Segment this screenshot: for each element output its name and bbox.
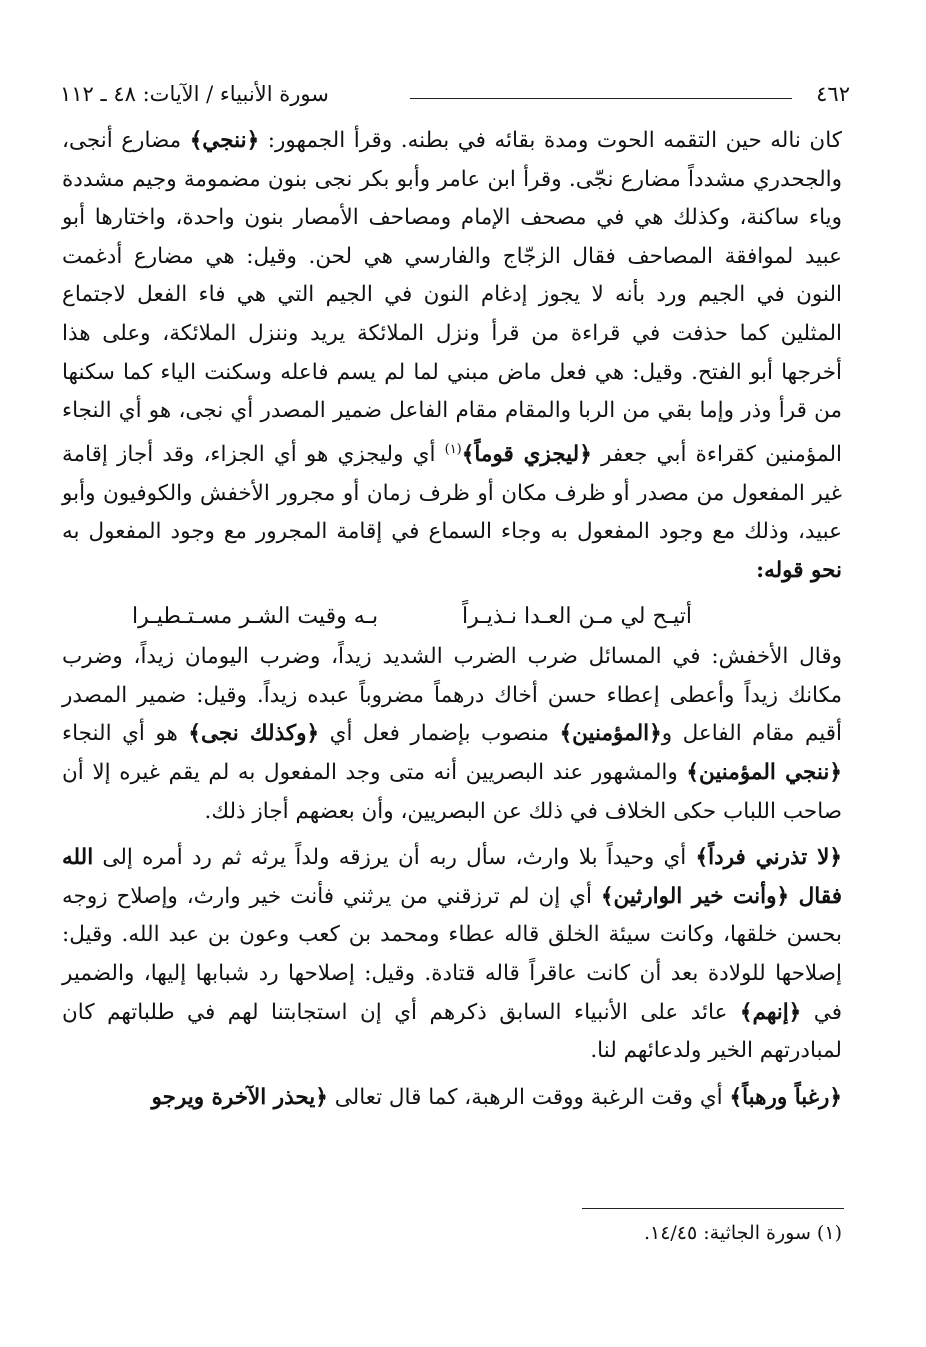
quran-quote: ﴿رغباً ورهباً﴾ bbox=[729, 1084, 842, 1110]
page-header bbox=[60, 76, 850, 116]
paragraph bbox=[62, 839, 842, 1071]
text-run: أي وقت الرغبة ووقت الرهبة، كما قال تعالى bbox=[327, 1084, 730, 1110]
quran-quote: ﴿يحذر الآخرة ويرجو bbox=[151, 1084, 328, 1110]
running-title: سورة الأنبياء / الآيات: ٤٨ ـ ١١٢ bbox=[60, 82, 329, 106]
text-run: أي وليجزي هو أي الجزاء، وقد أجاز إقامة غير المفعول من مصدر أو ظرف مكان أو ظرف زمان أو مجرور الأخفش والكوفيون وأبو عبيد، وذلك مع وجود المفعول به وجاء السماع في إقامة المجرور مع وجود المفعول به bbox=[62, 441, 842, 545]
text-run: عائد على الأنبياء السابق ذكرهم أي إن استجابتنا لهم في طلباتهم كان لمبادرتهم الخير ولدعائهم لنا. bbox=[62, 999, 842, 1064]
header-rule bbox=[410, 98, 792, 99]
quran-quote: ﴿وكذلك نجى﴾ bbox=[188, 721, 320, 747]
text-run-bold: الله فقال bbox=[62, 845, 842, 909]
main-text bbox=[62, 122, 842, 1117]
quran-quote: ﴿المؤمنين﴾ bbox=[559, 721, 662, 747]
paragraph bbox=[62, 1079, 842, 1118]
quran-quote: ﴿ننجي المؤمنين﴾ bbox=[686, 760, 842, 786]
quran-quote: ﴿ننجي﴾ bbox=[189, 128, 260, 153]
poetry-verse bbox=[62, 590, 842, 638]
verse-first-hemistich: أتيـح لي مـن العـدا نـذيـراً bbox=[462, 603, 692, 629]
footnote-rule bbox=[582, 1208, 844, 1209]
text-run: وقال الأخفش: في المسائل ضرب الضرب الشديد زيداً، وضرب اليومان زيداً، وضرب مكانك زيداً وأعطى إعطاء حسن أخاك درهماً مضروباً عبده زيداً. وقيل: ضمير المصدر أقيم مقام الفاعل و bbox=[62, 644, 843, 747]
text-run: كان ناله حين التقمه الحوت ومدة بقائه في بطنه. وقرأ الجمهور: bbox=[259, 128, 842, 153]
page-number: ٤٦٢ bbox=[816, 82, 850, 106]
quran-quote: ﴿لا تذرني فرداً﴾ bbox=[695, 845, 843, 871]
verse-second-hemistich: بـه وقيت الشـر مسـتـطيـرا bbox=[132, 603, 379, 629]
footnote: (١) سورة الجاثية: ١٤/٤٥. bbox=[643, 1222, 842, 1244]
footnote-marker: (١) bbox=[444, 441, 462, 457]
paragraph bbox=[62, 638, 842, 831]
text-run: منصوب بإضمار فعل أي bbox=[319, 721, 560, 747]
paragraph bbox=[62, 122, 842, 590]
text-run-bold: نحو قوله: bbox=[756, 557, 842, 583]
quran-quote: ﴿إنهم﴾ bbox=[739, 999, 802, 1025]
quran-quote: ﴿وأنت خير الوارثين﴾ bbox=[600, 883, 790, 909]
text-run: أي وحيداً بلا وارث، سأل ربه أن يرزقه ولداً يرثه ثم رد أمره إلى bbox=[93, 845, 696, 871]
text-run: هو أي النجاء bbox=[62, 721, 189, 747]
text-run: مضارع أنجى، والجحدري مشدداً مضارع نجّى. وقرأ ابن عامر وأبو بكر نجى بنون مضمومة وجيم مشددة وياء ساكنة، وكذلك هي في مصحف الإمام ومصاحف الأمصار بنون واحدة، واختارها أبو عبيد لموافقة المصاحف فقال الزجّاج والفارسي هي لحن. وقيل: هي مضارع أدغمت النون في الجيم ورد بأنه لا يجوز إدغام النون في الجيم التي هي فاء الفعل لاجتماع المثلين كما حذفت في قراءة من قرأ ونزل الملائكة يريد وننزل الملائكة، وعلى هذا أخرجها أبو الفتح. وقيل: هي فعل ماض مبني لما لم يسم فاعله وسكنت الياء كما سكنها من قرأ وذر وإما بقي من الربا والمقام مقام الفاعل ضمير المصدر أي نجى، هو أي النجاء المؤمنين كقراءة أبي جعفر bbox=[62, 128, 843, 467]
text-run: والمشهور عند البصريين أنه متى وجد المفعول به لم يقم غيره إلا أن صاحب اللباب حكى الخلاف في ذلك عن البصريين، وأن بعضهم أجاز ذلك. bbox=[62, 760, 842, 824]
text-run: أي إن لم ترزقني من يرثني فأنت خير وارث، وإصلاح زوجه بحسن خلقها، وكانت سيئة الخلق قاله عطاء ومحمد بن كعب وعون بن عبد الله. وقيل: إصلاحها للولادة بعد أن كانت عاقراً قاله قتادة. وقيل: إصلاحها رد شبابها إليها، والضمير في bbox=[62, 883, 842, 1025]
quran-quote: ﴿ليجزي قوماً﴾ bbox=[461, 441, 592, 467]
